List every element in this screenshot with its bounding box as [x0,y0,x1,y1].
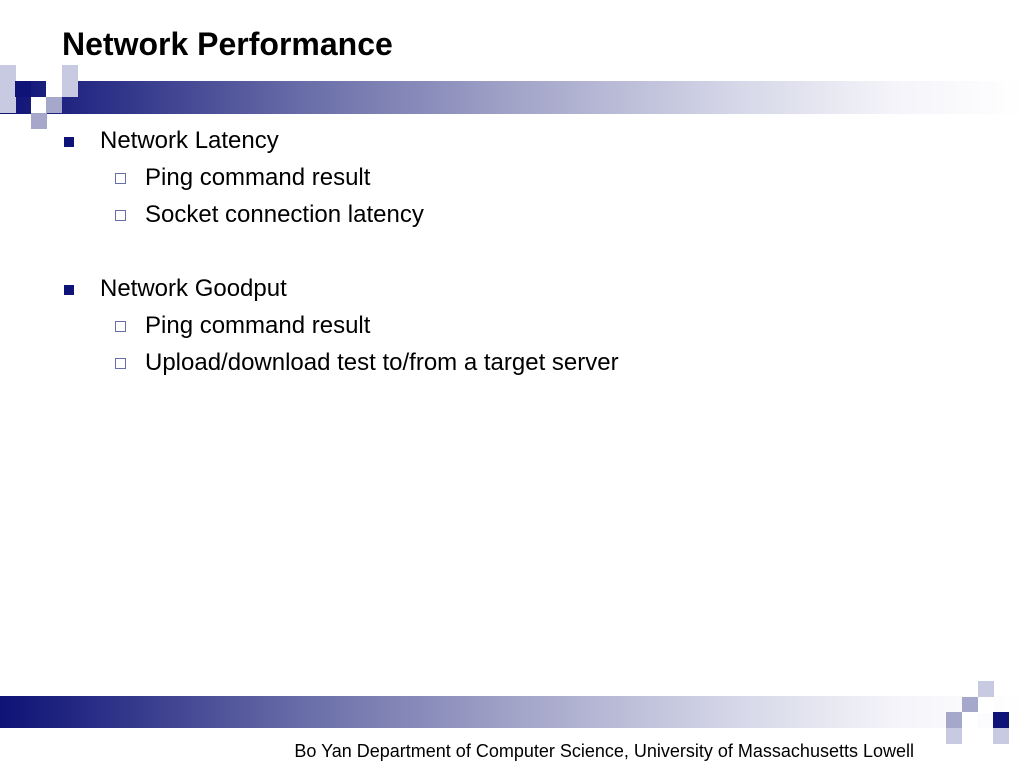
decor-square [993,712,1009,728]
decor-square [15,81,31,97]
sub-bullet-item: Socket connection latency [145,201,424,228]
decor-square [978,681,994,697]
decor-square [46,81,62,97]
bullet-item: Network Latency [100,127,279,154]
decor-square [31,113,47,129]
decor-square [0,97,16,113]
slide-title: Network Performance [62,26,393,62]
decor-square [946,712,962,728]
bullet-square-icon [64,137,74,147]
decor-square [46,97,62,113]
decor-square [962,712,978,728]
header-gradient-band [0,81,1024,114]
decor-square [993,728,1009,744]
bullet-square-icon [64,285,74,295]
hollow-square-icon [115,321,126,332]
sub-bullet-item: Ping command result [145,164,371,191]
decor-square [62,65,78,81]
decor-square [946,728,962,744]
decor-square [0,65,16,81]
hollow-square-icon [115,210,126,221]
decor-square [0,81,16,97]
decor-square [31,97,47,113]
footer-gradient-band [0,696,1024,728]
decor-square [978,697,994,713]
hollow-square-icon [115,358,126,369]
sub-bullet-item: Ping command result [145,312,371,339]
sub-bullet-item: Upload/download test to/from a target server [145,349,619,376]
decor-square [962,697,978,713]
bullet-item: Network Goodput [100,275,287,302]
footer-text: Bo Yan Department of Computer Science, University of Massachusetts Lowell [294,741,914,761]
hollow-square-icon [115,173,126,184]
decor-square [62,81,78,97]
